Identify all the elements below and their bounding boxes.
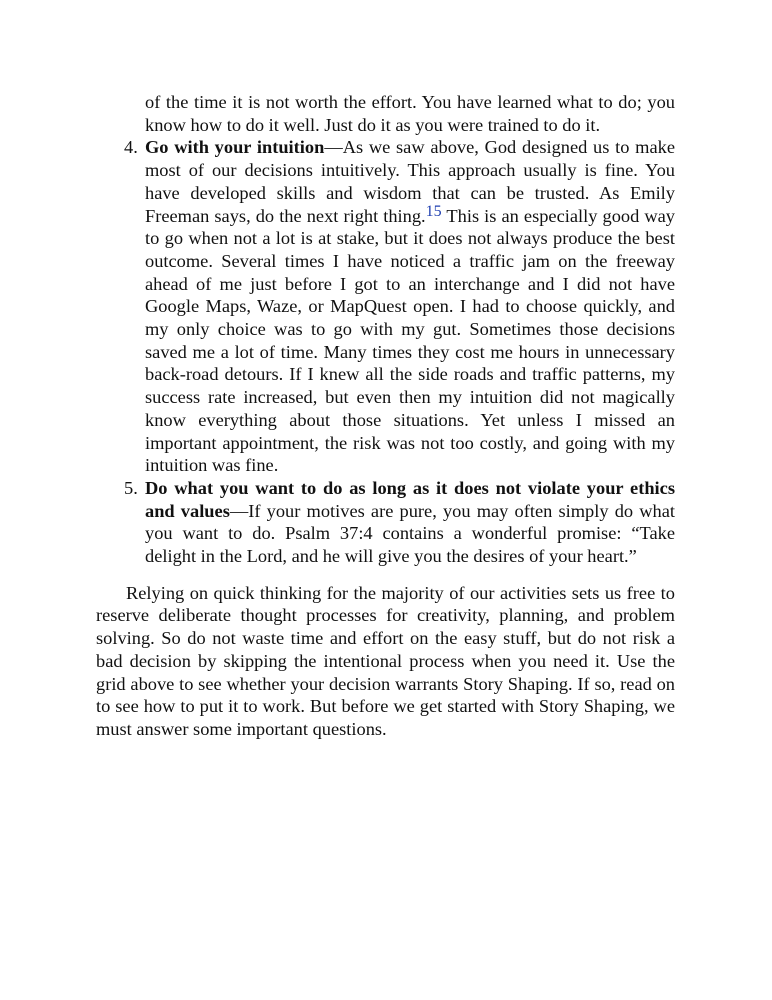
list-item-text: —If your motives are pure, you may often simply do what you want to do. Psalm 37:4 contains a wonderful promise: “Take delight in the Lord, and he will give you the desires of your heart.” <box>145 500 676 567</box>
page-body <box>96 91 675 759</box>
list-item-number: 5. <box>124 477 138 498</box>
list-item-text: —As we saw above, God designed us to make most of our decisions intuitively. This approach usually is fine. You have developed skills and wisdom that can be trusted. As Emily Freeman says, do the next right thing. <box>145 137 675 226</box>
list-item-text-continued: This is an especially good way to go when not a lot is at stake, but it does not always produce the best outcome. Several times I have noticed a traffic jam on the freeway ahead of me just before I got to an interchange and I did not have Google Maps, Waze, or MapQuest open. I had to choose quickly, and my only choice was to go with my gut. Sometimes those decisions saved me a lot of time. Many times they cost me hours in unnecessary back-road detours. If I knew all the side roads and traffic patterns, my success rate increased, but even then my intuition did not magically know everything about those situations. Yet unless I missed an important appointment, the risk was not too costly, and going with my intuition was fine. <box>145 205 675 476</box>
list-item-heading: Go with your intuition <box>145 137 325 158</box>
numbered-list <box>96 136 675 567</box>
closing-paragraph: Relying on quick thinking for the majority of our activities sets us free to reserve deliberate thought processes for creativity, planning, and problem solving. So do not waste time and effort on the easy stuff, but do not risk a bad decision by skipping the intentional process when you need it. Use the grid above to see whether your decision warrants Story Shaping. If so, read on to see how to put it to work. But before we get started with Story Shaping, we must answer some important questions. <box>96 582 675 739</box>
list-item-5 <box>96 477 675 568</box>
list-item-4 <box>96 136 675 477</box>
footnote-link[interactable]: 15 <box>425 202 442 220</box>
list-item-number: 4. <box>124 137 138 158</box>
list-item-heading: Do what you want to do as long as it does not violate your ethics and values <box>145 477 675 521</box>
list-continuation-text: of the time it is not worth the effort. You have learned what to do; you know how to do it well. Just do it as you were trained to do it. <box>145 92 675 135</box>
